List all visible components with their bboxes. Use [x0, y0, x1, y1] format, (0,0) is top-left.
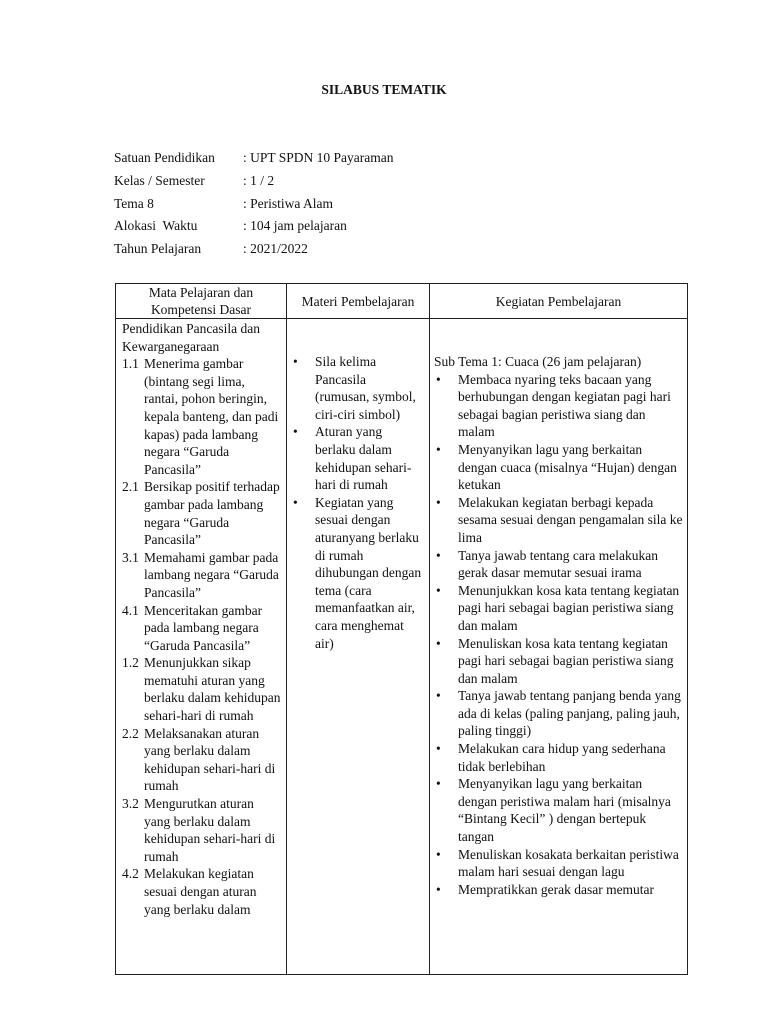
- kegiatan-text: Melakukan kegiatan berbagi kepada sesama sesuai dengan pengamalan sila ke lima: [458, 494, 683, 545]
- info-row-tema: [114, 195, 394, 218]
- kd-number: 3.2: [122, 796, 139, 812]
- kegiatan-text: Menunjukkan kosa kata tentang kegiatan pagi hari sebagai bagian peristiwa siang dan malam: [458, 582, 680, 633]
- kegiatan-text: Melakukan cara hidup yang sederhana tidak berlebihan: [458, 741, 666, 774]
- list-item: [434, 846, 683, 881]
- kd-text: Menceritakan gambar pada lambang negara “Garuda Pancasila”: [144, 602, 263, 653]
- kd-item: [122, 355, 282, 478]
- identity-block: [114, 149, 394, 263]
- info-row-kelas: [114, 172, 394, 195]
- info-row-alokasi: [114, 217, 394, 240]
- kd-item: [122, 865, 282, 918]
- document-title: SILABUS TEMATIK: [321, 82, 447, 97]
- materi-text: Sila kelima Pancasila (rumusan, symbol, ciri-ciri simbol): [315, 354, 416, 422]
- info-label: Tema 8: [114, 195, 154, 211]
- kd-text: Menerima gambar (bintang segi lima, rantai, pohon beringin, kepala banteng, dan padi kapas) pada lambang negara “Garuda Pancasila”: [144, 356, 279, 477]
- bullet-icon: •: [436, 881, 441, 897]
- kegiatan-text: Membaca nyaring teks bacaan yang berhubungan dengan kegiatan pagi hari sebagai bagian peristiwa siang dan malam: [458, 371, 671, 440]
- info-label: Tahun Pelajaran: [114, 241, 202, 257]
- kompetensi-cell: [116, 319, 287, 975]
- list-item: [291, 423, 423, 493]
- bullet-icon: •: [293, 494, 298, 510]
- kegiatan-text: Menyanyikan lagu yang berkaitan dengan cuaca (misalnya “Hujan) dengan ketukan: [458, 441, 677, 493]
- kegiatan-text: Mempratikkan gerak dasar memutar: [458, 881, 655, 897]
- bullet-icon: •: [436, 776, 441, 792]
- kd-item: [122, 602, 282, 655]
- info-label: Satuan Pendidikan: [114, 150, 215, 165]
- materi-list: [291, 353, 423, 652]
- kegiatan-list: [434, 371, 683, 899]
- list-item: [434, 441, 683, 494]
- info-value: : Peristiwa Alam: [243, 195, 333, 211]
- list-item: [434, 494, 683, 547]
- kd-text: Mengurutkan aturan yang berlaku dalam kehidupan sehari-hari di rumah: [144, 796, 276, 864]
- list-item: [434, 775, 683, 845]
- bullet-icon: •: [436, 846, 441, 862]
- kegiatan-text: Menuliskan kosakata berkaitan peristiwa malam hari sesuai dengan lagu: [458, 846, 679, 880]
- info-value: : UPT SPDN 10 Payaraman: [243, 150, 394, 165]
- kd-item: [122, 654, 282, 724]
- info-value: : 104 jam pelajaran: [243, 218, 347, 234]
- kd-text: Melakukan kegiatan sesuai dengan aturan yang berlaku dalam: [144, 866, 257, 917]
- list-item: [434, 740, 683, 775]
- table-row: [116, 319, 688, 975]
- kd-number: 2.1: [122, 479, 139, 495]
- list-item: [434, 371, 683, 441]
- list-item: [434, 582, 683, 635]
- kegiatan-text: Menyanyikan lagu yang berkaitan dengan peristiwa malam hari (misalnya “Bintang Kecil” ) dengan bertepuk tangan: [458, 776, 671, 845]
- subtema-heading: Sub Tema 1: Cuaca (26 jam pelajaran): [434, 354, 642, 369]
- bullet-icon: •: [436, 635, 441, 651]
- subject-name: Pendidikan Pancasila dan Kewarganegaraan: [122, 321, 260, 354]
- list-item: [291, 494, 423, 652]
- bullet-icon: •: [436, 582, 441, 598]
- kd-text: Menunjukkan sikap mematuhi aturan yang berlaku dalam kehidupan sehari-hari di rumah: [144, 655, 281, 724]
- info-value: : 1 / 2: [243, 172, 275, 188]
- bullet-icon: •: [436, 741, 441, 757]
- materi-text: Aturan yang berlaku dalam kehidupan sehari-hari di rumah: [315, 424, 412, 493]
- materi-cell: [287, 319, 430, 975]
- bullet-icon: •: [293, 354, 298, 369]
- list-item: [434, 635, 683, 688]
- kd-text: Memahami gambar pada lambang negara “Garuda Pancasila”: [144, 549, 279, 600]
- kd-item: [122, 795, 282, 865]
- bullet-icon: •: [436, 441, 441, 457]
- header-kegiatan: Kegiatan Pembelajaran: [430, 284, 688, 319]
- info-row-satuan: [114, 149, 394, 172]
- kd-number: 2.2: [122, 725, 139, 741]
- bullet-icon: •: [436, 494, 441, 510]
- list-item: [291, 353, 423, 423]
- kd-item: [122, 478, 282, 548]
- kegiatan-cell: [430, 319, 688, 975]
- kegiatan-text: Tanya jawab tentang panjang benda yang ada di kelas (paling panjang, paling jauh, paling tinggi): [458, 688, 681, 739]
- info-label: Kelas / Semester: [114, 172, 205, 188]
- kegiatan-text: Menuliskan kosa kata tentang kegiatan pagi hari sebagai bagian peristiwa siang dan malam: [458, 635, 674, 686]
- header-kompetensi: Mata Pelajaran dan Kompetensi Dasar: [116, 284, 287, 319]
- kd-text: Bersikap positif terhadap gambar pada lambang negara “Garuda Pancasila”: [144, 479, 280, 548]
- bullet-icon: •: [436, 371, 441, 387]
- bullet-icon: •: [436, 547, 441, 563]
- list-item: [434, 881, 683, 899]
- info-value: : 2021/2022: [243, 241, 308, 257]
- info-row-tahun: [114, 240, 394, 263]
- kd-text: Melaksanakan aturan yang berlaku dalam kehidupan sehari-hari di rumah: [144, 725, 276, 794]
- syllabus-table: [115, 283, 688, 975]
- bullet-icon: •: [436, 688, 441, 704]
- list-item: [434, 687, 683, 740]
- kd-number: 1.1: [122, 356, 139, 372]
- info-label: Alokasi Waktu: [114, 218, 198, 234]
- header-materi: Materi Pembelajaran: [287, 284, 430, 319]
- kd-item: [122, 549, 282, 602]
- kd-item: [122, 725, 282, 795]
- kegiatan-text: Tanya jawab tentang cara melakukan gerak dasar memutar sesuai irama: [458, 547, 658, 581]
- kd-number: 3.1: [122, 549, 139, 565]
- materi-text: Kegiatan yang sesuai dengan aturanyang berlaku di rumah dihubungan dengan tema (cara memanfaatkan air, cara menghemat air): [315, 494, 422, 651]
- table-header-row: [116, 284, 688, 319]
- kd-number: 4.2: [122, 866, 139, 882]
- kd-number: 4.1: [122, 602, 139, 618]
- kd-number: 1.2: [122, 655, 139, 671]
- bullet-icon: •: [293, 424, 298, 440]
- list-item: [434, 547, 683, 582]
